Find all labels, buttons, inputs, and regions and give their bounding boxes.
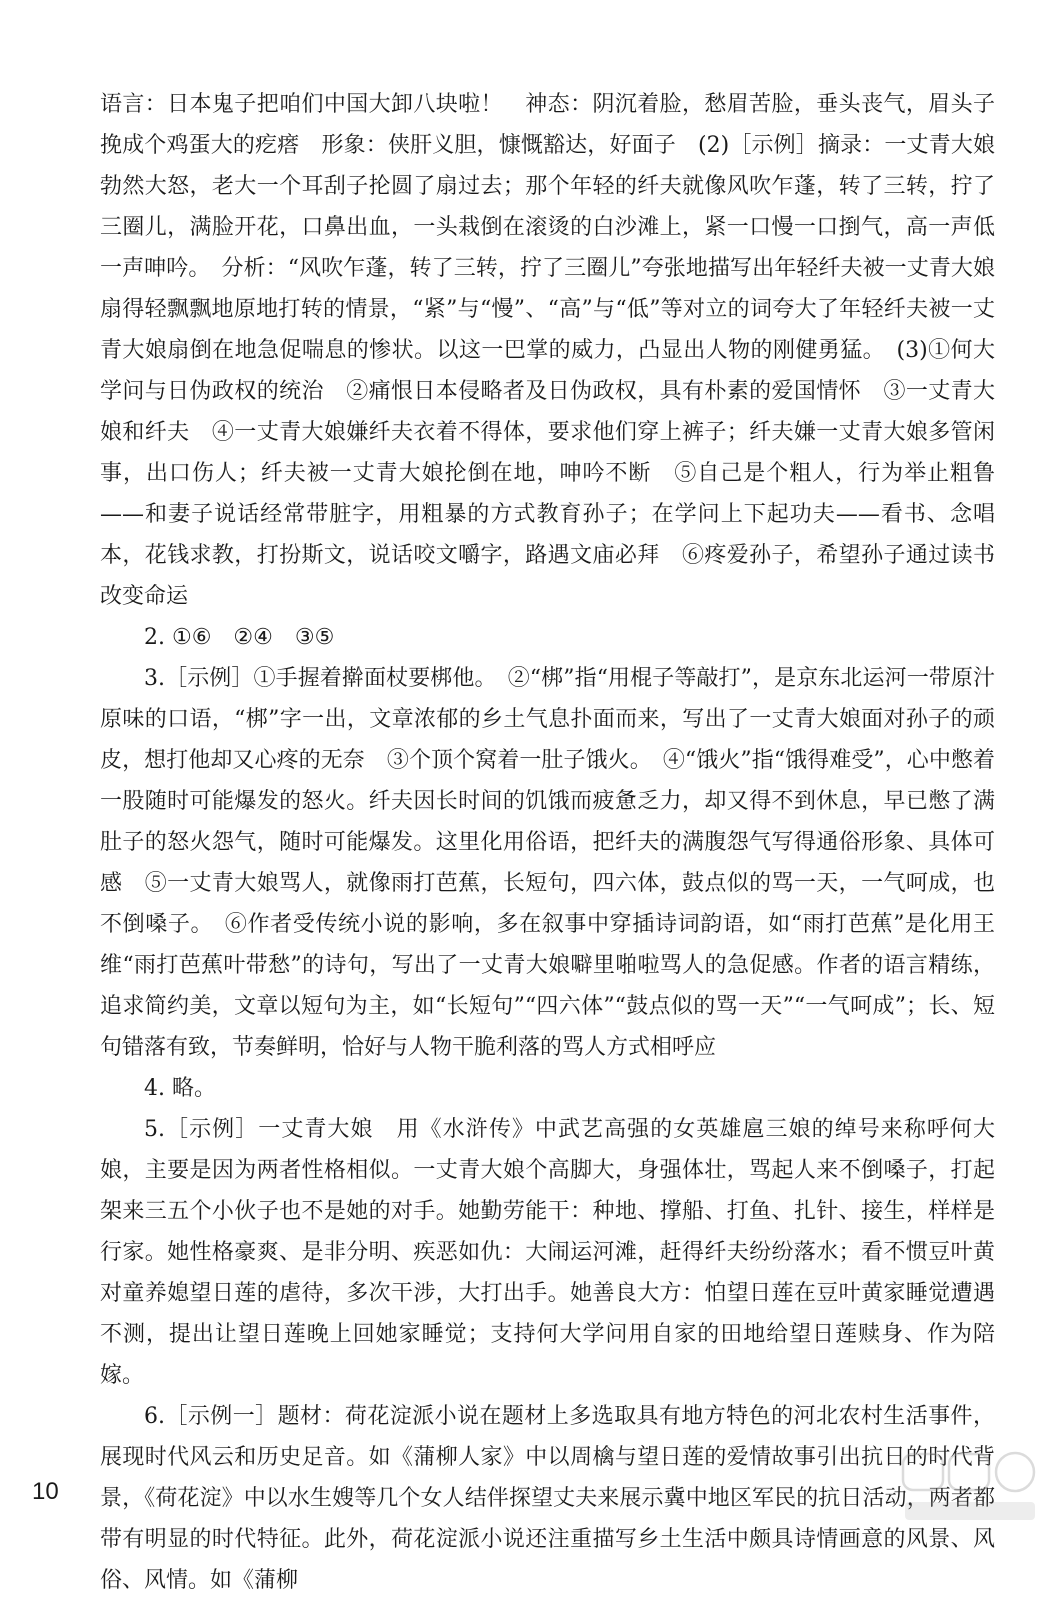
answer-paragraph-2: 2. ①⑥ ②④ ③⑤ (144, 625, 335, 650)
answer-paragraph-3: 3.［示例］①手握着擀面杖要梆他。 ②“梆”指“用棍子等敲打”，是京东北运河一带原汁原味的口语，“梆”字一出，文章浓郁的乡土气息扑面而来，写出了一丈青大娘面对孙子的顽皮，想打他却又心疼的无奈 ③个顶个窝着一肚子饿火。 ④“饿火”指“饿得难受”，心中憋着一股随时可能爆发的怒火。纤夫因长时间的饥饿而疲惫乏力，却又得不到休息，早已憋了满肚子的怒火怨气，随时可能爆发。这里化用俗语，把纤夫的满腹怨气写得通俗形象、具体可感 ⑤一丈青大娘骂人，就像雨打芭蕉，长短句，四六体，鼓点似的骂一天，一气呵成，也不倒嗓子。 ⑥作者受传统小说的影响，多在叙事中穿插诗词韵语，如“雨打芭蕉”是化用王维“雨打芭蕉叶带愁”的诗句，写出了一丈青大娘噼里啪啦骂人的急促感。作者的语言精练，追求简约美，文章以短句为主，如“长短句”“四六体”“鼓点似的骂一天”“一气呵成”；长、短句错落有致，节奏鲜明，恰好与人物干脆利落的骂人方式相呼应 (100, 666, 995, 1060)
watermark-logo (895, 1448, 1045, 1528)
answer-paragraph-4: 4. 略。 (144, 1076, 216, 1101)
answer-paragraph-1: 语言：日本鬼子把咱们中国大卸八块啦！ 神态：阴沉着脸，愁眉苦脸，垂头丧气，眉头子挽成个鸡蛋大的疙瘩 形象：侠肝义胆，慷慨豁达，好面子 (2)［示例］摘录：一丈青大娘勃然大怒，老大一个耳刮子抡圆了扇过去；那个年轻的纤夫就像风吹乍蓬，转了三转，拧了三圈儿，满脸开花，口鼻出血，一头栽倒在滚烫的白沙滩上，紧一口慢一口捯气，高一声低一声呻吟。 分析：“风吹乍蓬，转了三转，拧了三圈儿”夸张地描写出年轻纤夫被一丈青大娘扇得轻飘飘地原地打转的情景，“紧”与“慢”、“高”与“低”等对立的词夸大了年轻纤夫被一丈青大娘扇倒在地急促喘息的惨状。以这一巴掌的威力，凸显出人物的刚健勇猛。 (3)①何大学问与日伪政权的统治 ②痛恨日本侵略者及日伪政权，具有朴素的爱国情怀 ③一丈青大娘和纤夫 ④一丈青大娘嫌纤夫衣着不得体，要求他们穿上裤子；纤夫嫌一丈青大娘多管闲事，出口伤人；纤夫被一丈青大娘抡倒在地，呻吟不断 ⑤自己是个粗人，行为举止粗鲁——和妻子说话经常带脏字，用粗暴的方式教育孙子；在学问上下起功夫——看书、念唱本，花钱求教，打扮斯文，说话咬文嚼字，路遇文庙必拜 ⑥疼爱孙子，希望孙子通过读书改变命运 (100, 92, 995, 609)
page-number: 10 (32, 1478, 59, 1505)
answer-text-block (100, 84, 995, 1601)
answer-paragraph-5: 5.［示例］一丈青大娘 用《水浒传》中武艺高强的女英雄扈三娘的绰号来称呼何大娘，主要是因为两者性格相似。一丈青大娘个高脚大，身强体壮，骂起人来不倒嗓子，打起架来三五个小伙子也不是她的对手。她勤劳能干：种地、撑船、打鱼、扎针、接生，样样是行家。她性格豪爽、是非分明、疾恶如仇：大闹运河滩，赶得纤夫纷纷落水；看不惯豆叶黄对童养媳望日莲的虐待，多次干涉，大打出手。她善良大方：怕望日莲在豆叶黄家睡觉遭遇不测，提出让望日莲晚上回她家睡觉；支持何大学问用自家的田地给望日莲赎身、作为陪嫁。 (100, 1117, 995, 1388)
answer-paragraph-6: 6.［示例一］题材：荷花淀派小说在题材上多选取具有地方特色的河北农村生活事件，展现时代风云和历史足音。如《蒲柳人家》中以周檎与望日莲的爱情故事引出抗日的时代背景，《荷花淀》中以水生嫂等几个女人结伴探望丈夫来展示冀中地区军民的抗日活动，两者都带有明显的时代特征。此外，荷花淀派小说还注重描写乡土生活中颇具诗情画意的风景、风俗、风情。如《蒲柳 (100, 1404, 995, 1593)
